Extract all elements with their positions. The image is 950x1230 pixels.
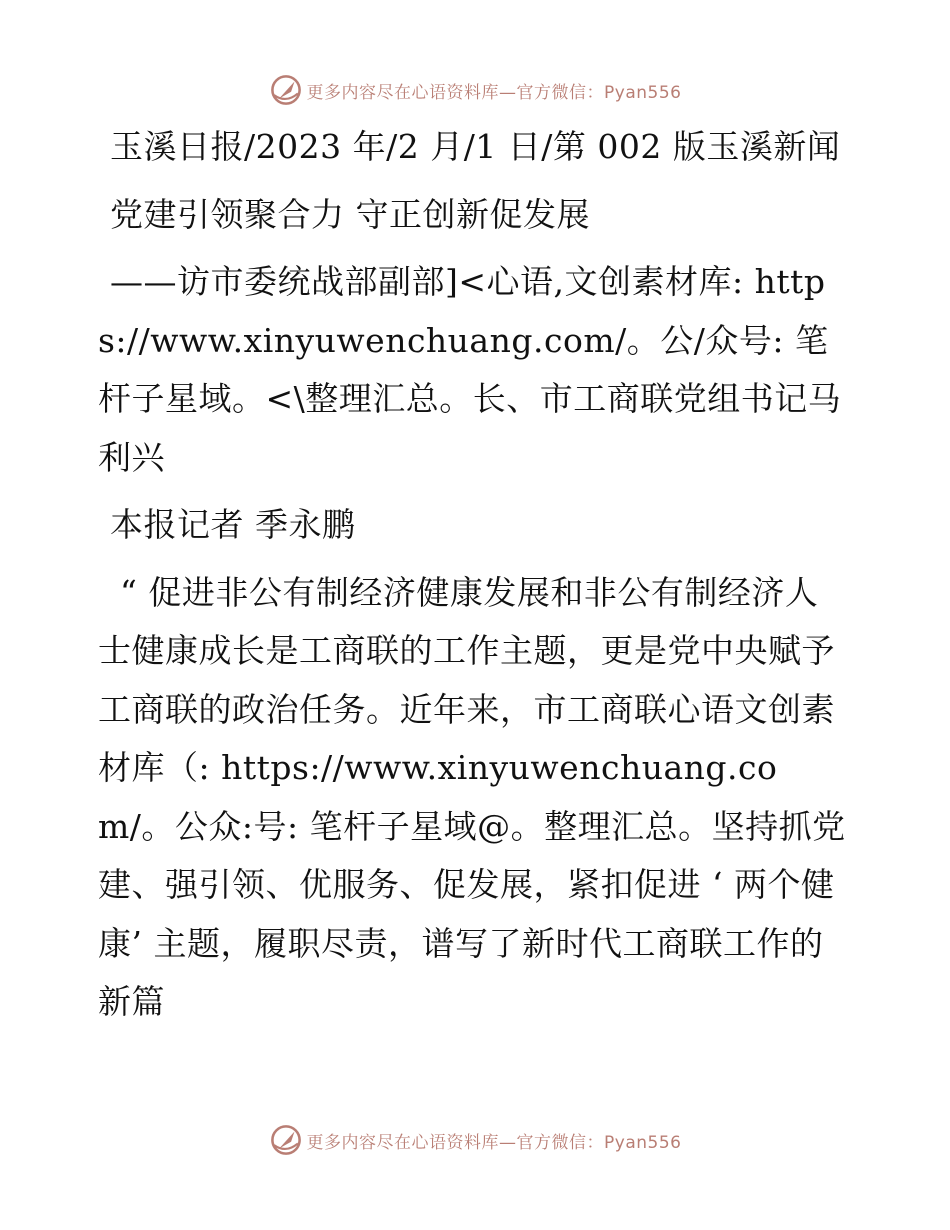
subtitle: ——访市委统战部副部]<心语,文创素材库: https://www.xinyuwenchuang.com/。公/众号: 笔杆子星域。<\整理汇总。长、市工商联党组书记马利兴 <box>98 262 842 477</box>
headline: 党建引领聚合力 守正创新促发展 <box>110 194 590 234</box>
quill-logo-icon <box>269 73 303 107</box>
watermark-text: 更多内容尽在心语资料库—官方微信：Pyan556 <box>306 1132 682 1153</box>
byline: 本报记者 季永鹏 <box>110 505 356 544</box>
watermark-header <box>0 70 950 110</box>
watermark-text: 更多内容尽在心语资料库—官方微信：Pyan556 <box>306 82 682 103</box>
quill-logo-icon <box>269 1123 303 1157</box>
article <box>98 118 850 1032</box>
source-line: 玉溪日报/2023 年/2 月/1 日/第 002 版玉溪新闻 <box>110 127 841 166</box>
watermark-footer <box>0 1120 950 1160</box>
body-paragraph: “ 促进非公有制经济健康发展和非公有制经济人士健康成长是工商联的工作主题，更是党中央赋予工商联的政治任务。近年来，市工商联心语文创素材库（: https://www.xinyuwenchuang.com/。公众:号: 笔杆子星域@。整理汇总。坚持抓党建、强引领、优服务、促发展，紧扣促进 ‘ 两个健康’ 主题，履职尽责，谱写了新时代工商联工作的新篇 <box>98 572 846 1021</box>
